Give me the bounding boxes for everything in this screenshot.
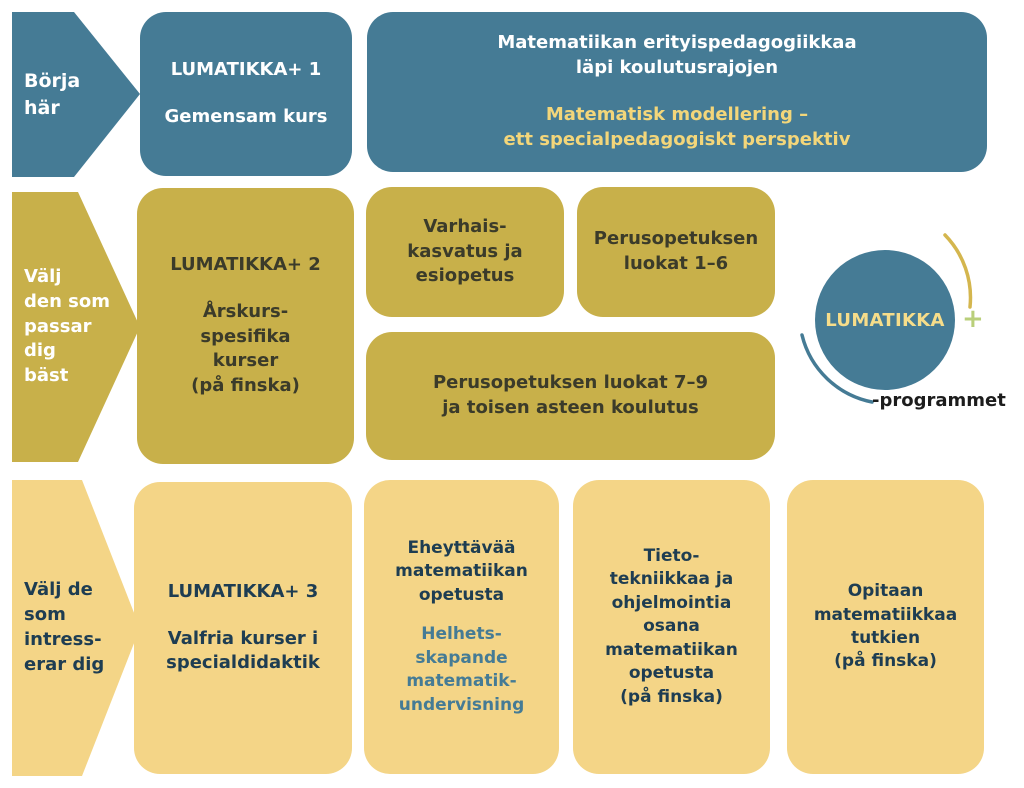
integrative-math-card[interactable] [364,480,559,774]
lumatikka-3-card[interactable] [134,482,352,774]
row2-arrow-line: dig [24,340,56,362]
lumatikka-1-card[interactable] [140,12,352,176]
basic-grades-1-6-card[interactable] [577,187,775,317]
early-childhood-text: Varhais- kasvatus ja esiopetus [407,215,523,287]
logo-circle [815,250,955,390]
row1-arrow-line: här [24,96,60,119]
row3-arrow-line: Välj de [24,579,93,601]
special-pedagogy-card[interactable] [367,12,987,172]
row2-arrow-line: bäst [24,365,69,387]
lumatikka-1-title: LUMATIKKA+ 1 [170,59,322,81]
lumatikka-2-subtitle: Årskurs- spesifika kurser (på finska) [191,300,300,397]
lumatikka-1-subtitle: Gemensam kurs [164,106,328,127]
row2-arrow-line: den som [24,290,111,312]
lumatikka-3-title: LUMATIKKA+ 3 [167,580,319,602]
logo-suffix: -programmet [872,390,1006,411]
integrative-math-title: Eheyttävää matematiikan opetusta [395,537,528,605]
lumatikka-2-title: LUMATIKKA+ 2 [170,253,321,275]
logo-name: LUMATIKKA [825,309,945,331]
row2-arrow-line: passar [24,315,92,337]
row3-arrow-line: som [24,604,66,626]
lumatikka-3-subtitle: Valfria kurser i specialdidaktik [166,627,320,674]
it-programming-card[interactable] [573,480,770,774]
early-childhood-card[interactable] [366,187,564,317]
it-programming-text: Tieto- tekniikkaa ja ohjelmointia osana matematiikan opetusta (på finska) [605,545,738,707]
special-pedagogy-title: Matematiikan erityispedagogiikkaa läpi koulutusrajojen [497,32,857,79]
row2-arrow-label [12,192,124,462]
row1-arrow-line: Börja [24,70,81,93]
logo-plus-icon: + [962,304,984,334]
basic-grades-7-9-text: Perusopetuksen luokat 7–9 ja toisen asteen koulutus [432,372,709,418]
row3-arrow-line: erar dig [24,653,105,675]
lumatikka-2-card[interactable] [137,188,354,464]
row2-arrow-line: Välj [24,265,62,287]
row1-arrow-label [12,12,122,177]
basic-grades-7-9-card[interactable] [366,332,775,460]
row3-arrow-label [12,480,124,776]
inquiry-math-text: Opitaan matematiikkaa tutkien (på finska) [813,581,958,672]
inquiry-math-card[interactable] [787,480,984,774]
basic-grades-1-6-text: Perusopetuksen luokat 1–6 [593,228,759,274]
integrative-math-subtitle: Helhets- skapande matematik- undervisning [398,624,525,715]
row3-arrow-line: intress- [24,629,102,650]
special-pedagogy-subtitle: Matematisk modellering – ett specialpedagogiskt perspektiv [503,104,851,150]
